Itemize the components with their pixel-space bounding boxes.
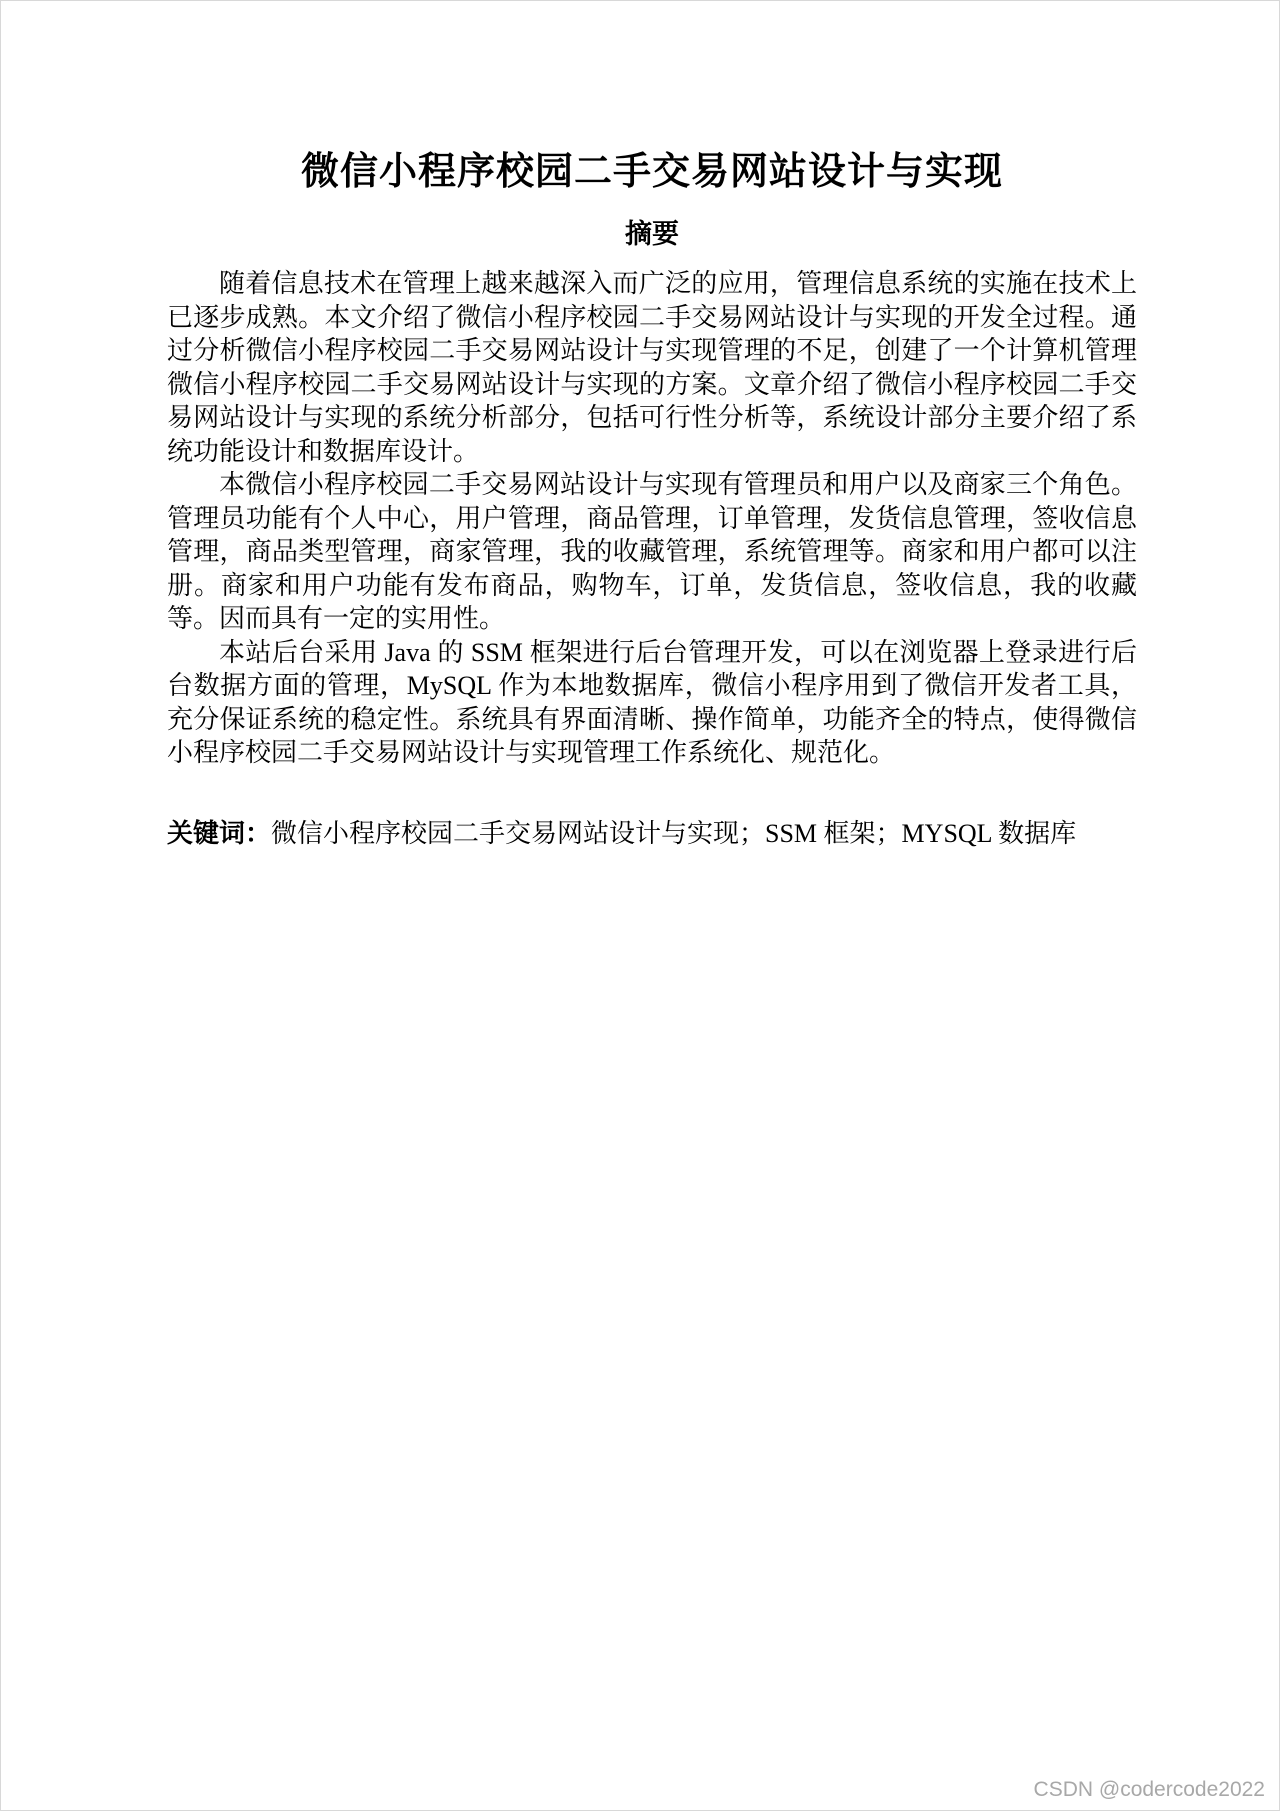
keywords-line — [167, 816, 1137, 851]
abstract-heading: 摘要 — [625, 219, 679, 249]
abstract-paragraph-3: 本站后台采用 Java 的 SSM 框架进行后台管理开发，可以在浏览器上登录进行后台数据方面的管理，MySQL 作为本地数据库，微信小程序用到了微信开发者工具，充分保证系统的稳定性。系统具有界面清晰、操作简单，功能齐全的特点，使得微信小程序校园二手交易网站设计与实现管理工作系统化、规范化。 — [167, 637, 1137, 767]
abstract-body — [167, 267, 1137, 770]
document-content — [1, 1, 1279, 851]
abstract-paragraph-2: 本微信小程序校园二手交易网站设计与实现有管理员和用户以及商家三个角色。管理员功能有个人中心，用户管理，商品管理，订单管理，发货信息管理，签收信息管理，商品类型管理，商家管理，我的收藏管理，系统管理等。商家和用户都可以注册。商家和用户功能有发布商品，购物车，订单，发货信息，签收信息，我的收藏等。因而具有一定的实用性。 — [167, 470, 1137, 633]
csdn-watermark: CSDN @codercode2022 — [1033, 1778, 1265, 1801]
keywords-text: 微信小程序校园二手交易网站设计与实现；SSM 框架；MYSQL 数据库 — [271, 818, 1077, 848]
page-title: 微信小程序校园二手交易网站设计与实现 — [300, 151, 1003, 193]
keywords-label: 关键词： — [167, 817, 272, 848]
abstract-paragraph-1: 随着信息技术在管理上越来越深入而广泛的应用，管理信息系统的实施在技术上已逐步成熟。本文介绍了微信小程序校园二手交易网站设计与实现的开发全过程。通过分析微信小程序校园二手交易网站设计与实现管理的不足，创建了一个计算机管理微信小程序校园二手交易网站设计与实现的方案。文章介绍了微信小程序校园二手交易网站设计与实现的系统分析部分，包括可行性分析等，系统设计部分主要介绍了系统功能设计和数据库设计。 — [167, 269, 1137, 466]
